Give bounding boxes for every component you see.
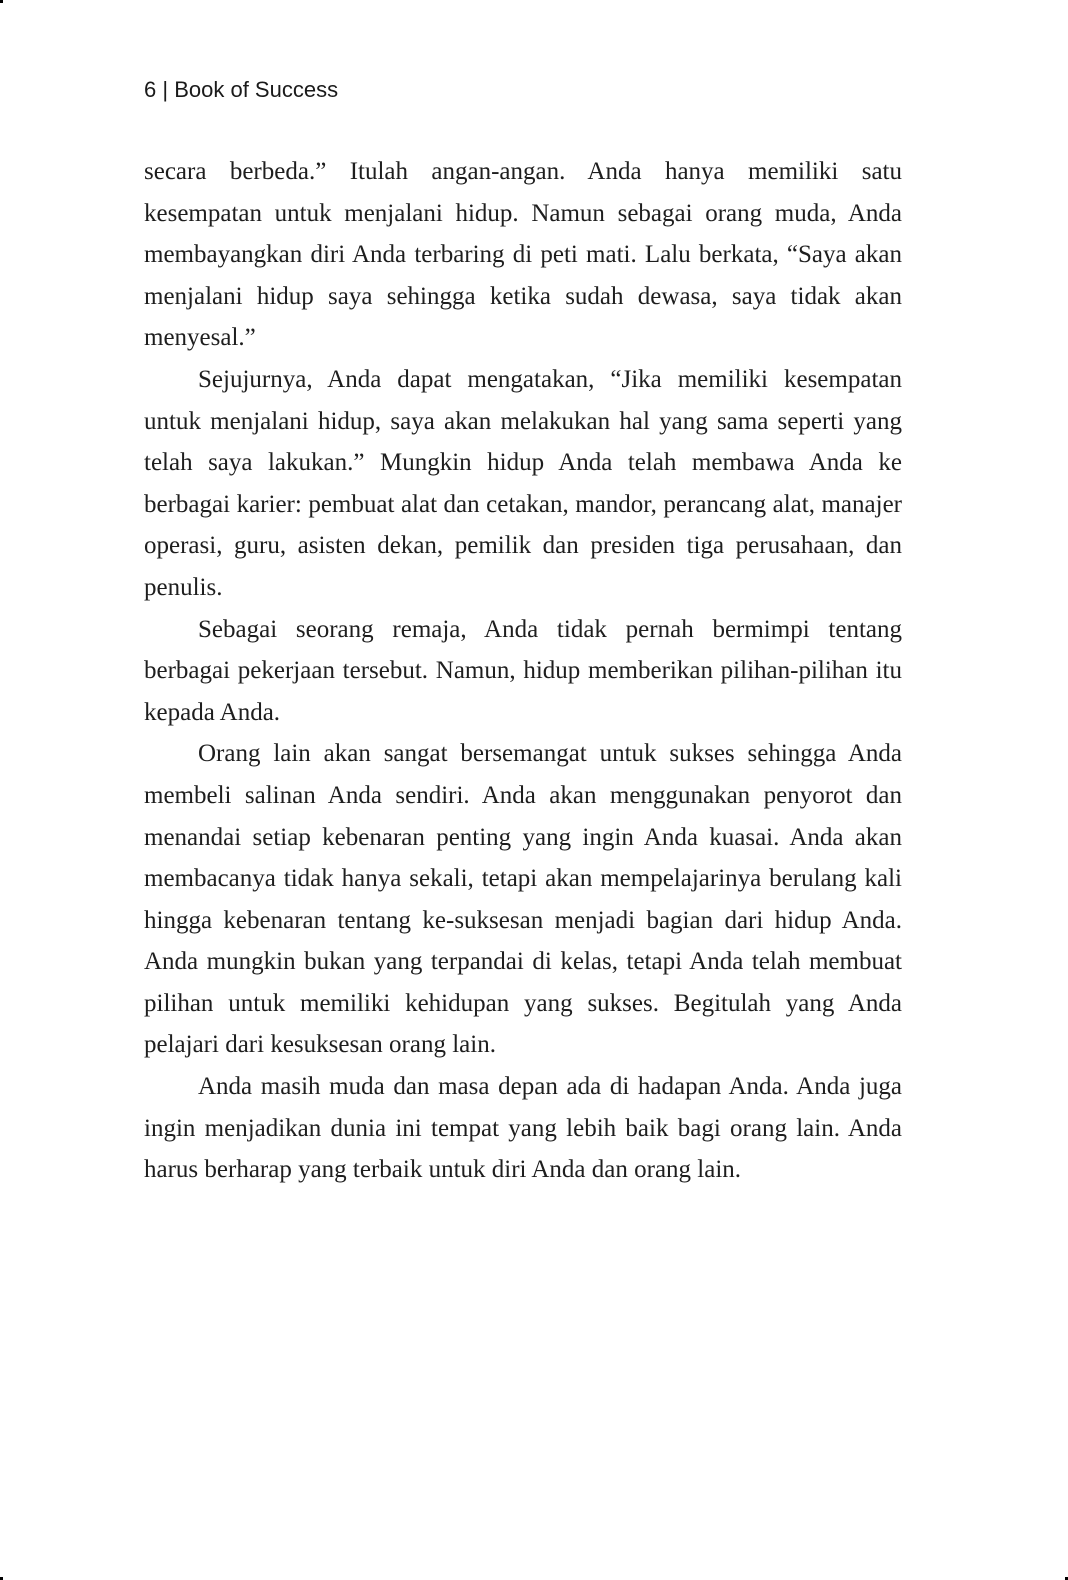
body-text: [144, 151, 902, 1191]
running-header: [144, 77, 338, 103]
paragraph-5: Anda masih muda dan masa depan ada di hadapan Anda. Anda juga ingin menjadikan dunia ini tempat yang lebih baik bagi orang lain. Anda harus berharap yang terbaik untuk diri Anda dan orang lain.: [144, 1073, 902, 1184]
header-separator: |: [162, 77, 169, 102]
crop-mark-top-left: [0, 0, 3, 3]
paragraph-2: Sejujurnya, Anda dapat mengatakan, “Jika memiliki kesempatan untuk menjalani hidup, saya akan melakukan hal yang sama seperti yang telah saya lakukan.” Mungkin hidup Anda telah membawa Anda ke berbagai karier: pembuat alat dan cetakan, mandor, perancang alat, manajer operasi, guru, asisten dekan, pemilik dan presiden tiga perusahaan, dan penulis.: [144, 365, 902, 601]
paragraph-3: Sebagai seorang remaja, Anda tidak pernah bermimpi tentang berbagai pekerjaan tersebut. Namun, hidup memberikan pilihan-pilihan itu kepada Anda.: [144, 615, 902, 726]
page-number: 6: [144, 77, 157, 102]
paragraph-4: Orang lain akan sangat bersemangat untuk sukses sehingga Anda membeli salinan Anda sendiri. Anda akan menggunakan penyorot dan menandai setiap kebenaran penting yang ingin Anda kuasai. Anda akan membacanya tidak hanya sekali, tetapi akan mempelajarinya berulang kali hingga kebenaran tentang ke-suksesan menjadi bagian dari hidup Anda. Anda mungkin bukan yang terpandai di kelas, tetapi Anda telah membuat pilihan untuk memiliki kehidupan yang sukses. Begitulah yang Anda pelajari dari kesuksesan orang lain.: [144, 740, 902, 1059]
book-title: Book of Success: [174, 77, 339, 102]
paragraph-1: secara berbeda.” Itulah angan-angan. Anda hanya memiliki satu kesempatan untuk menjalani hidup. Namun sebagai orang muda, Anda membayangkan diri Anda terbaring di peti mati. Lalu berkata, “Saya akan menjalani hidup saya sehingga ketika sudah dewasa, saya tidak akan menyesal.”: [144, 158, 902, 352]
